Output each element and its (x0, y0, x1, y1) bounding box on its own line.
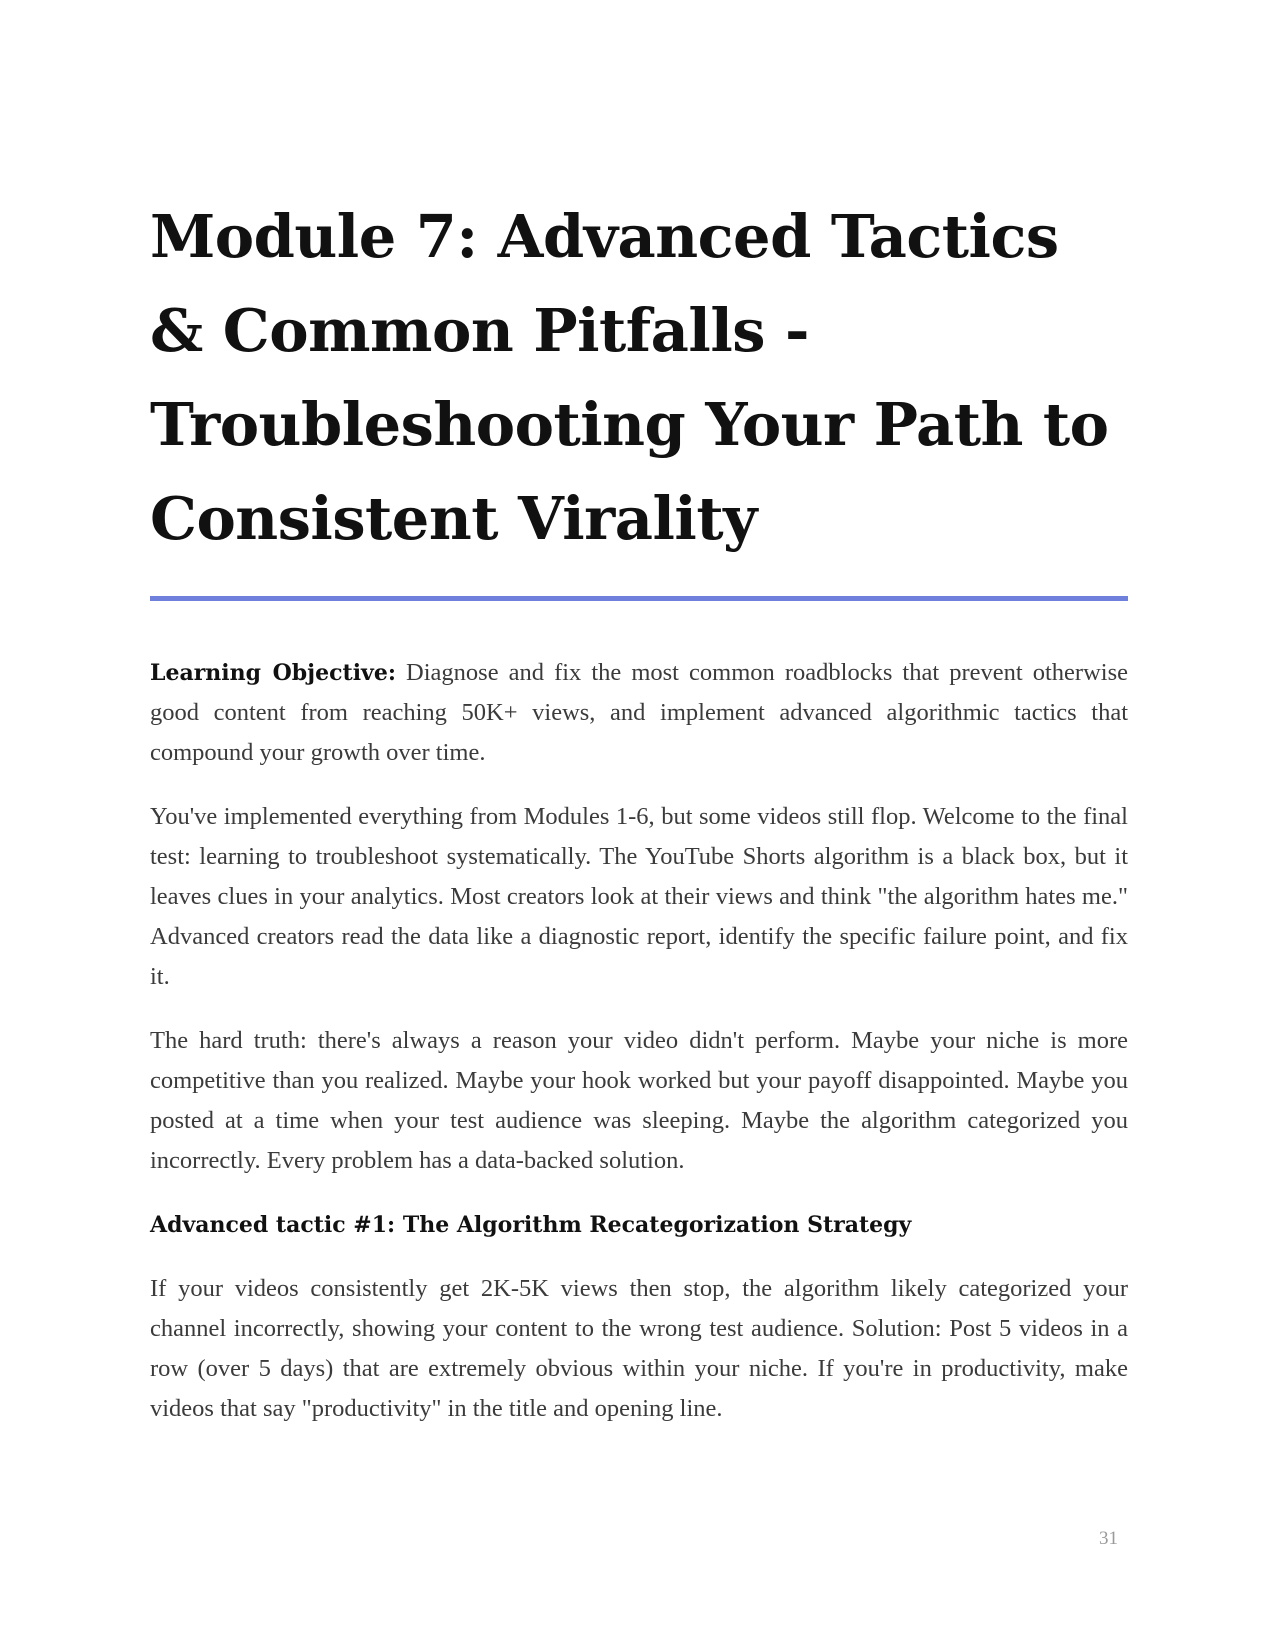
learning-objective-label: Learning Objective: (150, 660, 396, 686)
document-page (150, 190, 1128, 1453)
tactic-paragraph: If your videos consistently get 2K-5K views then stop, the algorithm likely categorized your channel incorrectly, showing your content to the wrong test audience. Solution: Post 5 videos in a row (over 5 days) that are extremely obvious within your niche. If you're in productivity, make videos that say "productivity" in the title and opening line. (150, 1275, 1128, 1422)
page-title: Module 7: Advanced Tactics & Common Pitfalls - Troubleshooting Your Path to Consistent Virality (150, 202, 1109, 553)
title-divider (150, 596, 1128, 601)
learning-objective-paragraph (150, 653, 1128, 773)
section-heading: Advanced tactic #1: The Algorithm Recategorization Strategy (150, 1212, 912, 1238)
learning-objective-text: Diagnose and fix the most common roadblocks that prevent otherwise good content from reaching 50K+ views, and implement advanced algorithmic tactics that compound your growth over time. (150, 659, 1128, 766)
page-number: 31 (1099, 1528, 1118, 1549)
body-paragraph-1: You've implemented everything from Modules 1-6, but some videos still flop. Welcome to the final test: learning to troubleshoot systematically. The YouTube Shorts algorithm is a black box, but it leaves clues in your analytics. Most creators look at their views and think "the algorithm hates me." Advanced creators read the data like a diagnostic report, identify the specific failure point, and fix it. (150, 803, 1128, 990)
body-paragraph-2: The hard truth: there's always a reason your video didn't perform. Maybe your niche is more competitive than you realized. Maybe your hook worked but your payoff disappointed. Maybe you posted at a time when your test audience was sleeping. Maybe the algorithm categorized you incorrectly. Every problem has a data-backed solution. (150, 1027, 1128, 1174)
